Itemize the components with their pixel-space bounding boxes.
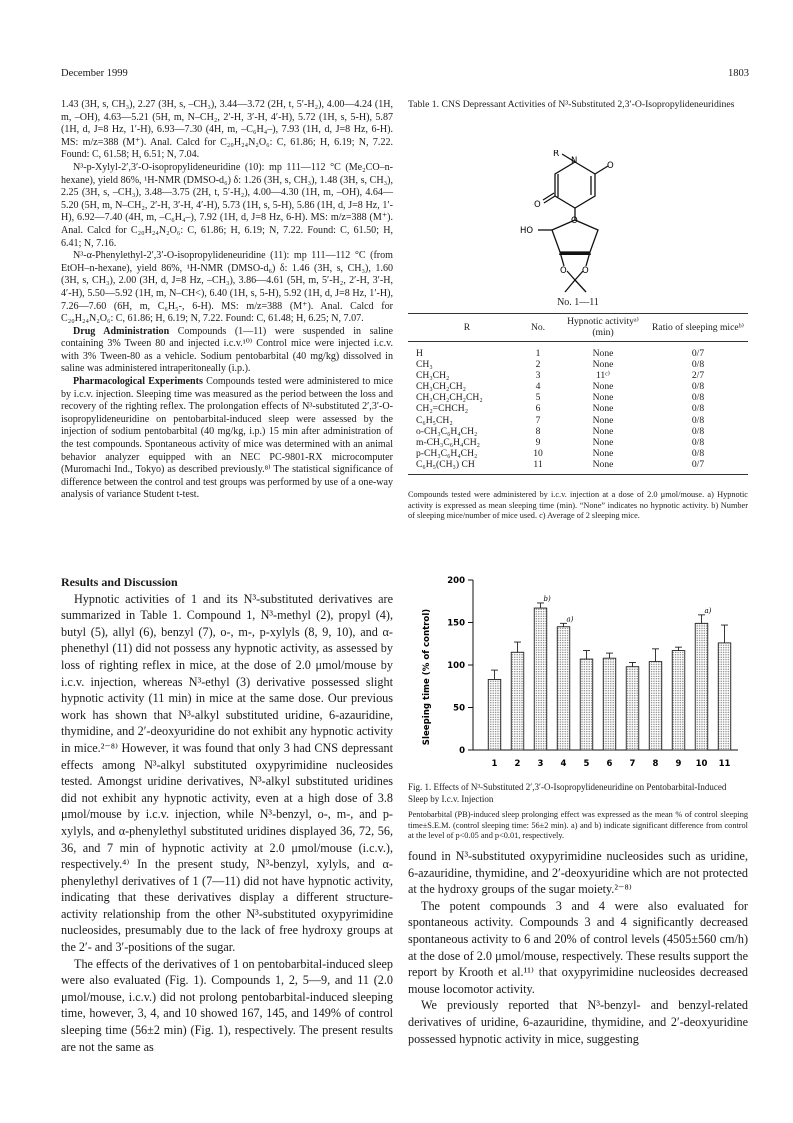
cell-no: 11 — [518, 459, 558, 475]
bar — [718, 643, 731, 750]
struct-r-label: R — [553, 150, 560, 159]
header-ratio: Ratio of sleeping miceᵇ⁾ — [648, 314, 748, 342]
bar — [488, 679, 501, 750]
cell-ratio: 0/8 — [691, 436, 705, 448]
cell-ratio: 0/8 — [691, 447, 705, 459]
table-row — [408, 437, 748, 448]
right-paragraph-2: The potent compounds 3 and 4 were also evaluated for spontaneous activity. Compounds 3 and 4 significantly decreased spontaneous activity to 6 and 20% of control levels (4505±560 cm/h) at the dose of 2.0 μmol/mouse, respectively. These results support the report by Krooth et al.¹¹⁾ that oxypyrimidine nucleosides decreased mouse locomotor activity. — [408, 898, 748, 996]
bar — [695, 623, 708, 750]
table-row — [408, 415, 748, 426]
header-date: December 1999 — [61, 68, 128, 79]
y-tick-label: 50 — [453, 703, 465, 714]
y-tick-label: 0 — [459, 746, 465, 756]
cell-no: 6 — [535, 403, 541, 415]
cell-no: 4 — [535, 381, 541, 393]
cell-act: 11ᶜ⁾ — [595, 370, 611, 382]
x-tick-label: 4 — [560, 759, 567, 769]
table-row — [408, 370, 748, 381]
cell-r: CH₂=CHCH₂ — [416, 403, 469, 415]
cell-r: C₆H₅CH₂ — [416, 414, 453, 426]
cell-r: CH₃CH₂CH₂CH₂ — [416, 392, 483, 404]
table-row — [408, 359, 748, 370]
cell-no: 3 — [535, 370, 541, 382]
table-row — [408, 342, 748, 360]
cell-act: None — [592, 403, 614, 415]
cell-act: None — [592, 348, 614, 359]
x-tick-label: 6 — [606, 759, 613, 769]
x-tick-label: 1 — [491, 759, 498, 769]
cell-act: None — [592, 392, 614, 404]
table-footnote: Compounds tested were administered by i.c.v. injection at a dose of 2.0 μmol/mouse. a) Hypnotic activity is expressed as mean sleeping time (min). “None” indicates no hypnotic activity. b) Number of sleeping mice/number of mice used. c) Average of 2 sleeping mice. — [408, 490, 748, 520]
header-hypnotic-activity: Hypnotic activityᵃ⁾ (min) — [558, 314, 648, 342]
compound-10-paragraph: N³-p-Xylyl-2′,3′-O-isopropylideneuridine (10): mp 111—112 °C (Me₂CO–n-hexane), yield 86%, ¹H-NMR (DMSO-d₆) δ: 1.26 (3H, s, CH₃), 1.48 (3H, s, CH₃), 2.25 (3H, s, –CH₃), 3.48—3.75 (2H, t, 5′-H₂), 4.00—4.30 (1H, m, –OH), 4.64—5.20 (5H, m, N–CH₂, 2′-H, 3′-H, 4′-H), 5.73 (1H, s, 5-H), 5.86 (1H, d, J=8 Hz, 1′-H), 6.92—7.40 (4H, m, –C₆H₄–), 7.92 (1H, d, J=8 Hz, 6-H). MS: m/z=388 (M⁺). Anal. Calcd for C₂₀H₂₄N₂O₆: C, 61.86; H, 6.19; N, 7.22. Found: C, 61.50; H, 6.41; N, 7.16. — [61, 161, 393, 249]
header-r: R — [408, 314, 518, 342]
cns-activity-table — [408, 313, 748, 475]
cell-no: 10 — [533, 447, 543, 459]
cell-act: None — [558, 459, 648, 475]
cell-r: CH₃CH₂CH₂ — [416, 381, 467, 393]
cell-no: 9 — [535, 436, 541, 448]
figure-1-caption-text: Fig. 1. Effects of N³-Substituted 2′,3′-O-Isopropylideneuridine on Pentobarbital-Induced Sleep by I.c.v. Injection — [408, 782, 727, 804]
bar — [649, 662, 662, 750]
results-section — [61, 574, 393, 1055]
significance-label: b) — [543, 594, 551, 603]
significance-label: a) — [566, 615, 574, 624]
x-tick-label: 9 — [675, 759, 682, 769]
pharmacological-experiments-text: Compounds tested were administered to mice by i.c.v. injection. Sleeping time was measured as the period between the loss and recovery of the righting reflex. The prolongation effects of N³-substituted 2′,3′-O-isopropylideneuridine on pentobarbital-induced sleep were assessed by the injection of sodium pentobarbital (40 mg/kg, i.p.) 15 min after administration of the test compounds. Spontaneous activity of mice was determined with an animal behavior analyzer equipped with an NEC PC-9801-RX microcomputer (Muromachi Ind., Tokyo) as described previously.⁸⁾ The statistical significance of difference between the control and test groups was performed by use of a one-way analysis of variance Student t-test. — [61, 376, 393, 501]
left-column-top — [61, 99, 393, 502]
struct-ho-label: HO — [520, 226, 534, 236]
drug-administration-heading: Drug Administration — [73, 325, 170, 337]
cell-act: None — [592, 425, 614, 437]
x-tick-label: 3 — [537, 759, 544, 769]
cell-r: m-CH₃C₆H₄CH₂ — [416, 436, 481, 448]
struct-o-label-2: O — [534, 200, 541, 210]
cell-act: None — [592, 359, 614, 371]
cell-r: C₆H₅(CH₃) CH — [408, 459, 518, 475]
cell-ratio: 0/8 — [691, 425, 705, 437]
cell-ratio: 0/8 — [691, 381, 705, 393]
x-tick-label: 5 — [583, 759, 590, 769]
cell-r: o-CH₃C₆H₄CH₂ — [416, 425, 478, 437]
y-tick-label: 100 — [447, 661, 465, 671]
table-title: Table 1. CNS Depressant Activities of N³-Substituted 2,3′-O-Isopropylideneuridines — [408, 99, 735, 110]
cell-no: 1 — [535, 348, 541, 359]
cell-no: 5 — [535, 392, 541, 404]
significance-label: a) — [704, 606, 712, 615]
bar — [672, 651, 685, 750]
pharmacological-experiments-heading: Pharmacological Experiments — [73, 376, 203, 388]
table-row — [408, 426, 748, 437]
x-tick-label: 7 — [629, 759, 636, 769]
results-paragraph-2: The effects of the derivatives of 1 on pentobarbital-induced sleep were also evaluated (Fig. 1). Compounds 1, 2, 5—9, and 11 (2.0 μmol/mouse, i.c.v.) did not prolong pentobarbital-induced sleeping time, however, 3, 4, and 10 showed 167, 145, and 149% of control sleeping time (56±2 min) (Fig. 1), respectively. The present results are not the same as — [61, 956, 393, 1054]
cell-ratio: 0/8 — [691, 414, 705, 426]
x-tick-label: 8 — [652, 759, 659, 769]
struct-n-label: N — [571, 156, 578, 166]
table-row — [408, 381, 748, 392]
right-paragraph-1: found in N³-substituted oxypyrimidine nucleosides such as uridine, 6-azauridine, thymidine, and 2′-deoxyuridine which are not protected at the hydroxy groups of the sugar moiety.²⁻⁸⁾ — [408, 849, 748, 897]
page-header — [61, 68, 749, 84]
cell-ratio: 0/7 — [648, 459, 748, 475]
cell-r: CH₃CH₂ — [416, 370, 450, 382]
table-body — [408, 342, 748, 475]
struct-o-label-5: O — [582, 266, 589, 276]
figure-1-bar-chart — [408, 572, 748, 777]
cell-no: 8 — [535, 425, 541, 437]
x-tick-label: 10 — [695, 759, 708, 769]
table-row — [408, 403, 748, 414]
bar — [580, 659, 593, 750]
results-title: Results and Discussion — [61, 575, 178, 589]
drug-administration-paragraph — [61, 326, 393, 376]
table-row — [408, 448, 748, 459]
cell-ratio: 0/8 — [691, 403, 705, 415]
y-tick-label: 150 — [447, 618, 465, 629]
header-page-number: 1803 — [728, 68, 749, 79]
nmr-paragraph-9: 1.43 (3H, s, CH₃), 2.27 (3H, s, –CH₃), 3.44—3.72 (2H, t, 5′-H₂), 4.00—4.24 (1H, m, –OH), 4.63—5.21 (5H, m, N–CH₂, 2′-H, 3′-H, 4′-H), 5.72 (1H, s, 5-H), 5.87 (1H, d, J=8 Hz, 1′-H), 6.93—7.30 (4H, m, –C₆H₄–), 7.93 (1H, d, J=8 Hz, 6-H). MS: m/z=388 (M⁺). Anal. Calcd for C₂₀H₂₄N₂O₆: C, 61.86; H, 6.19; N, 7.22. Found: C, 61.58; H, 6.51; N, 7.04. — [61, 99, 393, 161]
chemical-structure — [520, 150, 635, 300]
structure-caption: No. 1—11 — [557, 297, 599, 308]
cell-r: CH₃ — [416, 359, 433, 371]
table-row — [408, 392, 748, 403]
y-tick-label: 200 — [447, 576, 465, 586]
cell-no: 2 — [535, 359, 541, 371]
figure-1-note: Pentobarbital (PB)-induced sleep prolonging effect was expressed as the mean % of control sleeping time±S.E.M. (control sleeping time: 56±2 min). a) and b) indicate significant difference from control at the level of p<0.05 and p<0.01, respectively. — [408, 810, 748, 840]
cell-act: None — [592, 414, 614, 426]
bar — [626, 667, 639, 750]
drug-administration-text: Compounds (1—11) were suspended in saline containing 3% Tween 80 and injected i.c.v.¹⁰⁾ Control mice were injected i.c.v. with 3% Tween-80 as a vehicle. Sodium pentobarbital (40 mg/kg) dissolved in saline was administered intraperitoneally (i.p.). — [61, 325, 394, 375]
right-column-bottom — [408, 848, 748, 1047]
x-tick-label: 2 — [514, 759, 521, 769]
compound-11-paragraph: N³-α-Phenylethyl-2′,3′-O-isopropylideneuridine (11): mp 111—112 °C (from EtOH–n-hexane), yield 86%, ¹H-NMR (DMSO-d₆) δ: 1.46 (3H, s, CH₃), 1.60 (3H, s, CH₃), 2.00 (3H, d, J=8 Hz, –CH₃), 3.86—4.61 (5H, m, 5′-H₂, 2′-H, 3′-H, 4′-H), 5.50—5.92 (1H, m, N–CH<), 6.40 (1H, s, 5-H), 5.92 (1H, d, J=8 Hz, 1′-H), 7.26—7.60 (6H, m, C₆H₅-, 6-H). MS: m/z=388 (M⁺). Anal. Calcd for C₂₀H₂₄N₂O₆: C, 61.86; H, 6.19; N, 7.22. Found: C, 61.48; H, 6.25; N, 7.07. — [61, 250, 393, 325]
table-header-row — [408, 314, 748, 342]
cell-r: H — [416, 348, 423, 359]
struct-o-label-3: O — [571, 216, 578, 226]
struct-o-label-4: O — [560, 266, 567, 276]
figure-1-caption — [408, 782, 748, 842]
cell-act: None — [592, 436, 614, 448]
y-axis-label: Sleeping time (% of control) — [422, 608, 432, 746]
pharmacological-experiments-paragraph — [61, 376, 393, 502]
right-paragraph-3: We previously reported that N³-benzyl- and benzyl-related derivatives of uridine, 6-azauridine, thymidine, and 2′-deoxyuridine possessed hypnotic activity in mice, suggesting — [408, 998, 748, 1046]
cell-act: None — [592, 447, 614, 459]
bar — [557, 627, 570, 750]
results-paragraph-1: Hypnotic activities of 1 and its N³-substituted derivatives are summarized in Table 1. Compound 1, N³-methyl (2), propyl (4), butyl (5), allyl (6), benzyl (7), o-, m-, p-xylyls (8, 9, 10), and α-phenethyl (11) did not possess any hypnotic activity, as assessed by loss of righting reflex in mice, at the dose of 2.0 μmol/mouse by i.c.v. injection, whereas N³-ethyl (3) derivative possessed slight hypnotic activity (11 min) in mice at the same dose. Our previous work has shown that N³-alkyl substituted uridine, 6-azauridine, thymidine, and 2′-deoxyuridine do not exhibit any hypnotic activity in mice.²⁻⁸⁾ However, it was found that only 3 had CNS depressant effects among N³-alkyl substituted oxypyrimidine nucleosides tested. Amongst uridine derivatives, N³-alkyl substituted uridines did not exhibit any hypnotic activity, even at a high dose of 3.8 μmol/mouse by i.c.v. injection, while N³-benzyl, o-, m-, and p-xylyls, and α-phenylethyl substituted uridines displayed 36, 72, 56, 36, and 7 min of hypnotic activity at 2.0 μmol/mouse (i.c.v.), respectively.⁴⁾ In the present study, N³-benzyl, xylyls, and α-phenylethyl derivatives of 1 (7—11) did not have hypnotic activity, indicating that these derivatives display a different structure-activity relationship from the other N³-substituted oxypyrimidine nucleosides, presumably due to the lack of free hydroxy groups at the 2′- and 3′-positions of the sugar. — [61, 591, 393, 955]
cell-act: None — [592, 381, 614, 393]
x-tick-label: 11 — [718, 759, 731, 769]
cell-ratio: 0/8 — [691, 392, 705, 404]
header-no: No. — [518, 314, 558, 342]
bar — [534, 608, 547, 750]
table-row — [408, 459, 748, 475]
bar — [511, 652, 524, 750]
cell-ratio: 2/7 — [691, 370, 705, 382]
cell-r: p-CH₃C₆H₄CH₂ — [416, 447, 478, 459]
cell-no: 7 — [535, 414, 541, 426]
cell-ratio: 0/8 — [691, 359, 705, 371]
cell-ratio: 0/7 — [691, 348, 705, 359]
bar — [603, 658, 616, 750]
struct-o-label-1: O — [607, 161, 614, 171]
chart-bars — [488, 595, 731, 769]
